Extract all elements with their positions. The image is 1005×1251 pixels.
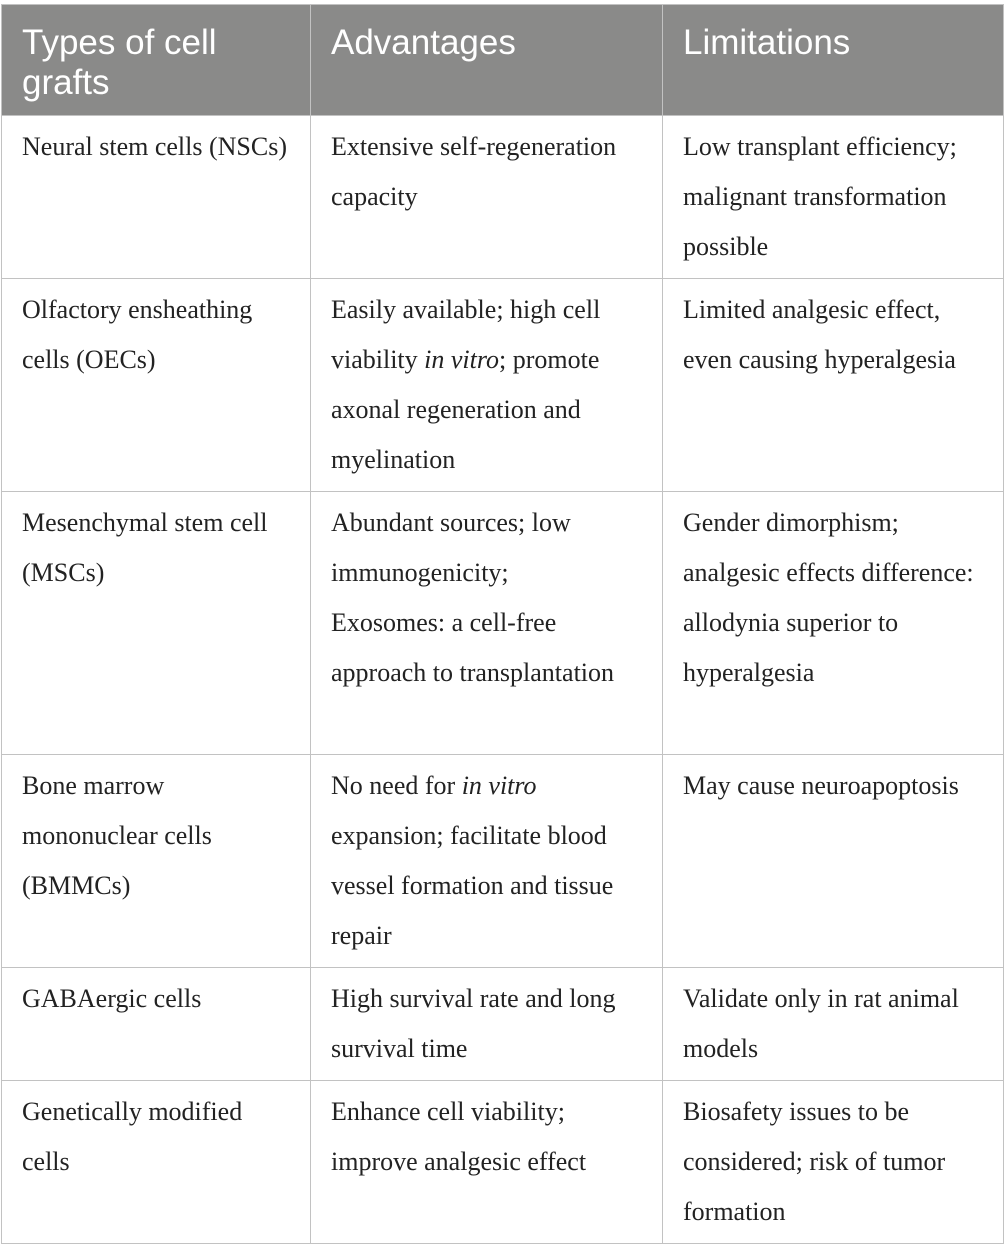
header-types: Types of cell grafts xyxy=(2,5,311,116)
cell-advantages: Easily available; high cell viability in vitro; promote axonal regeneration and myelination xyxy=(311,279,663,492)
cell-type: Neural stem cells (NSCs) xyxy=(2,116,311,279)
cell-limitations: Validate only in rat animal models xyxy=(663,968,1004,1081)
table-row xyxy=(2,755,1004,968)
table-row xyxy=(2,968,1004,1081)
cell-advantages: High survival rate and long survival time xyxy=(311,968,663,1081)
table-row xyxy=(2,492,1004,755)
table-row xyxy=(2,116,1004,279)
cell-grafts-table xyxy=(1,4,1004,1244)
cell-type: Olfactory ensheathing cells (OECs) xyxy=(2,279,311,492)
cell-type: GABAergic cells xyxy=(2,968,311,1081)
cell-limitations: Low transplant efficiency; malignant transformation possible xyxy=(663,116,1004,279)
cell-limitations: May cause neuroapoptosis xyxy=(663,755,1004,968)
cell-advantages: Extensive self-regeneration capacity xyxy=(311,116,663,279)
cell-advantages: No need for in vitro expansion; facilitate blood vessel formation and tissue repair xyxy=(311,755,663,968)
table-row xyxy=(2,279,1004,492)
header-advantages: Advantages xyxy=(311,5,663,116)
cell-advantages: Enhance cell viability; improve analgesic effect xyxy=(311,1081,663,1244)
cell-type: Bone marrow mononuclear cells (BMMCs) xyxy=(2,755,311,968)
header-row xyxy=(2,5,1004,116)
cell-type: Genetically modified cells xyxy=(2,1081,311,1244)
cell-limitations: Gender dimorphism; analgesic effects difference: allodynia superior to hyperalgesia xyxy=(663,492,1004,755)
header-limitations: Limitations xyxy=(663,5,1004,116)
table-row xyxy=(2,1081,1004,1244)
cell-limitations: Limited analgesic effect, even causing hyperalgesia xyxy=(663,279,1004,492)
cell-advantages: Abundant sources; low immunogenicity; Exosomes: a cell-free approach to transplantation xyxy=(311,492,663,755)
cell-limitations: Biosafety issues to be considered; risk of tumor formation xyxy=(663,1081,1004,1244)
cell-type: Mesenchymal stem cell (MSCs) xyxy=(2,492,311,755)
table-header xyxy=(2,5,1004,116)
